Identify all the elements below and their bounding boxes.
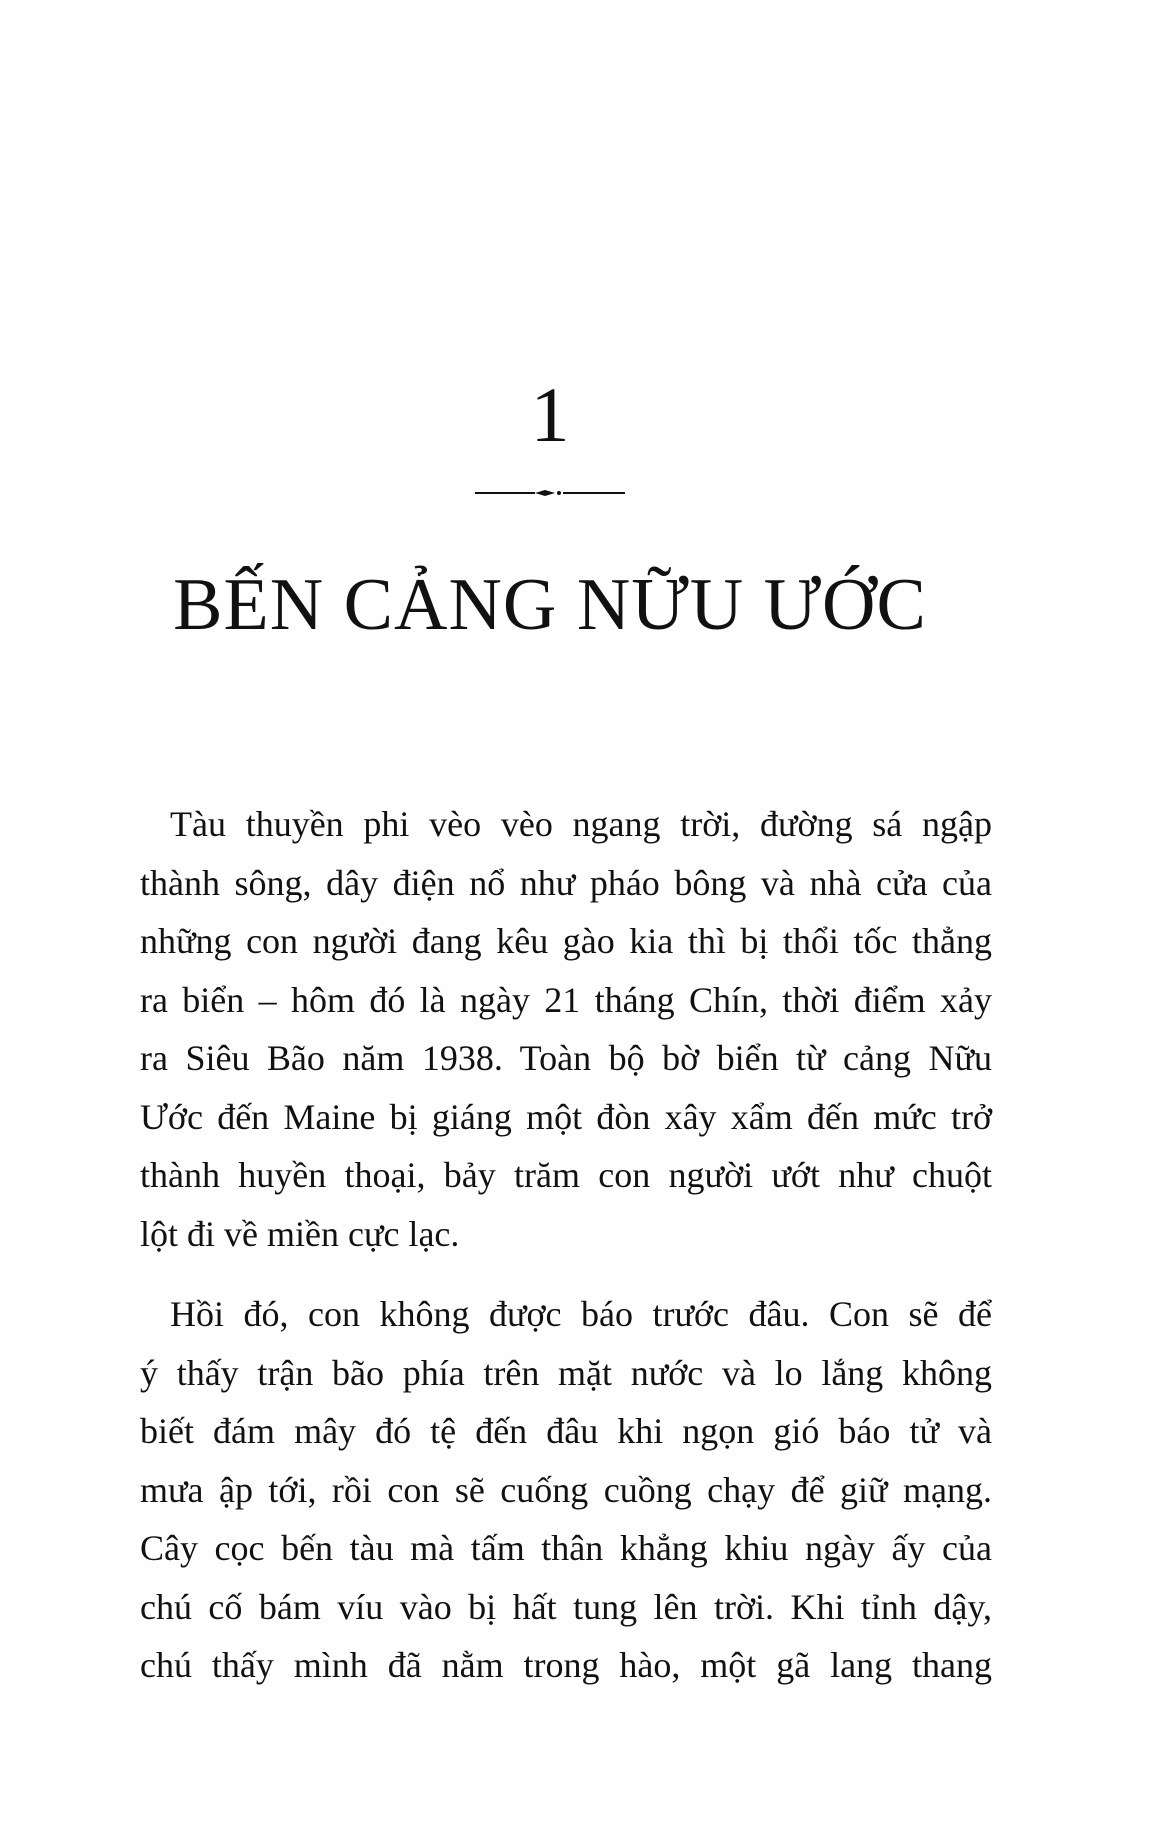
text-line: những con người đang kêu gào kia thì bị thổi tốc thẳng	[140, 921, 992, 961]
text-line: thành sông, dây điện nổ như pháo bông và nhà cửa của	[140, 862, 992, 903]
chapter-title: BẾN CẢNG NỮU ƯỚC	[173, 564, 927, 646]
text-line: Tàu thuyền phi vèo vèo ngang trời, đường sá ngập	[170, 804, 992, 844]
text-line: Ước đến Maine bị giáng một đòn xây xẩm đến mức trở	[140, 1096, 992, 1137]
text-line: Cây cọc bến tàu mà tấm thân khẳng khiu ngày ấy của	[140, 1528, 992, 1568]
text-line: thành huyền thoại, bảy trăm con người ướt như chuột	[140, 1155, 992, 1195]
ornament-divider	[475, 486, 625, 500]
text-line: ra Siêu Bão năm 1938. Toàn bộ bờ biển từ cảng Nữu	[140, 1038, 992, 1078]
text-line: mưa ập tới, rồi con sẽ cuống cuồng chạy để giữ mạng.	[140, 1469, 992, 1510]
text-line: chú cố bám víu vào bị hất tung lên trời. Khi tỉnh dậy,	[140, 1586, 992, 1627]
text-line: ra biển – hôm đó là ngày 21 tháng Chín, thời điểm xảy	[140, 979, 992, 1020]
text-line: biết đám mây đó tệ đến đâu khi ngọn gió báo tử và	[140, 1411, 992, 1451]
text-line: Hồi đó, con không được báo trước đâu. Con sẽ để	[170, 1294, 992, 1334]
text-line: chú thấy mình đã nằm trong hào, một gã lang thang	[140, 1645, 992, 1685]
paragraph-1	[140, 795, 992, 1263]
body-text	[140, 795, 992, 1695]
text-line: ý thấy trận bão phía trên mặt nước và lo lắng không	[140, 1352, 992, 1393]
chapter-number: 1	[530, 371, 570, 458]
paragraph-2	[140, 1285, 992, 1695]
text-line: lột đi về miền cực lạc.	[140, 1213, 460, 1254]
